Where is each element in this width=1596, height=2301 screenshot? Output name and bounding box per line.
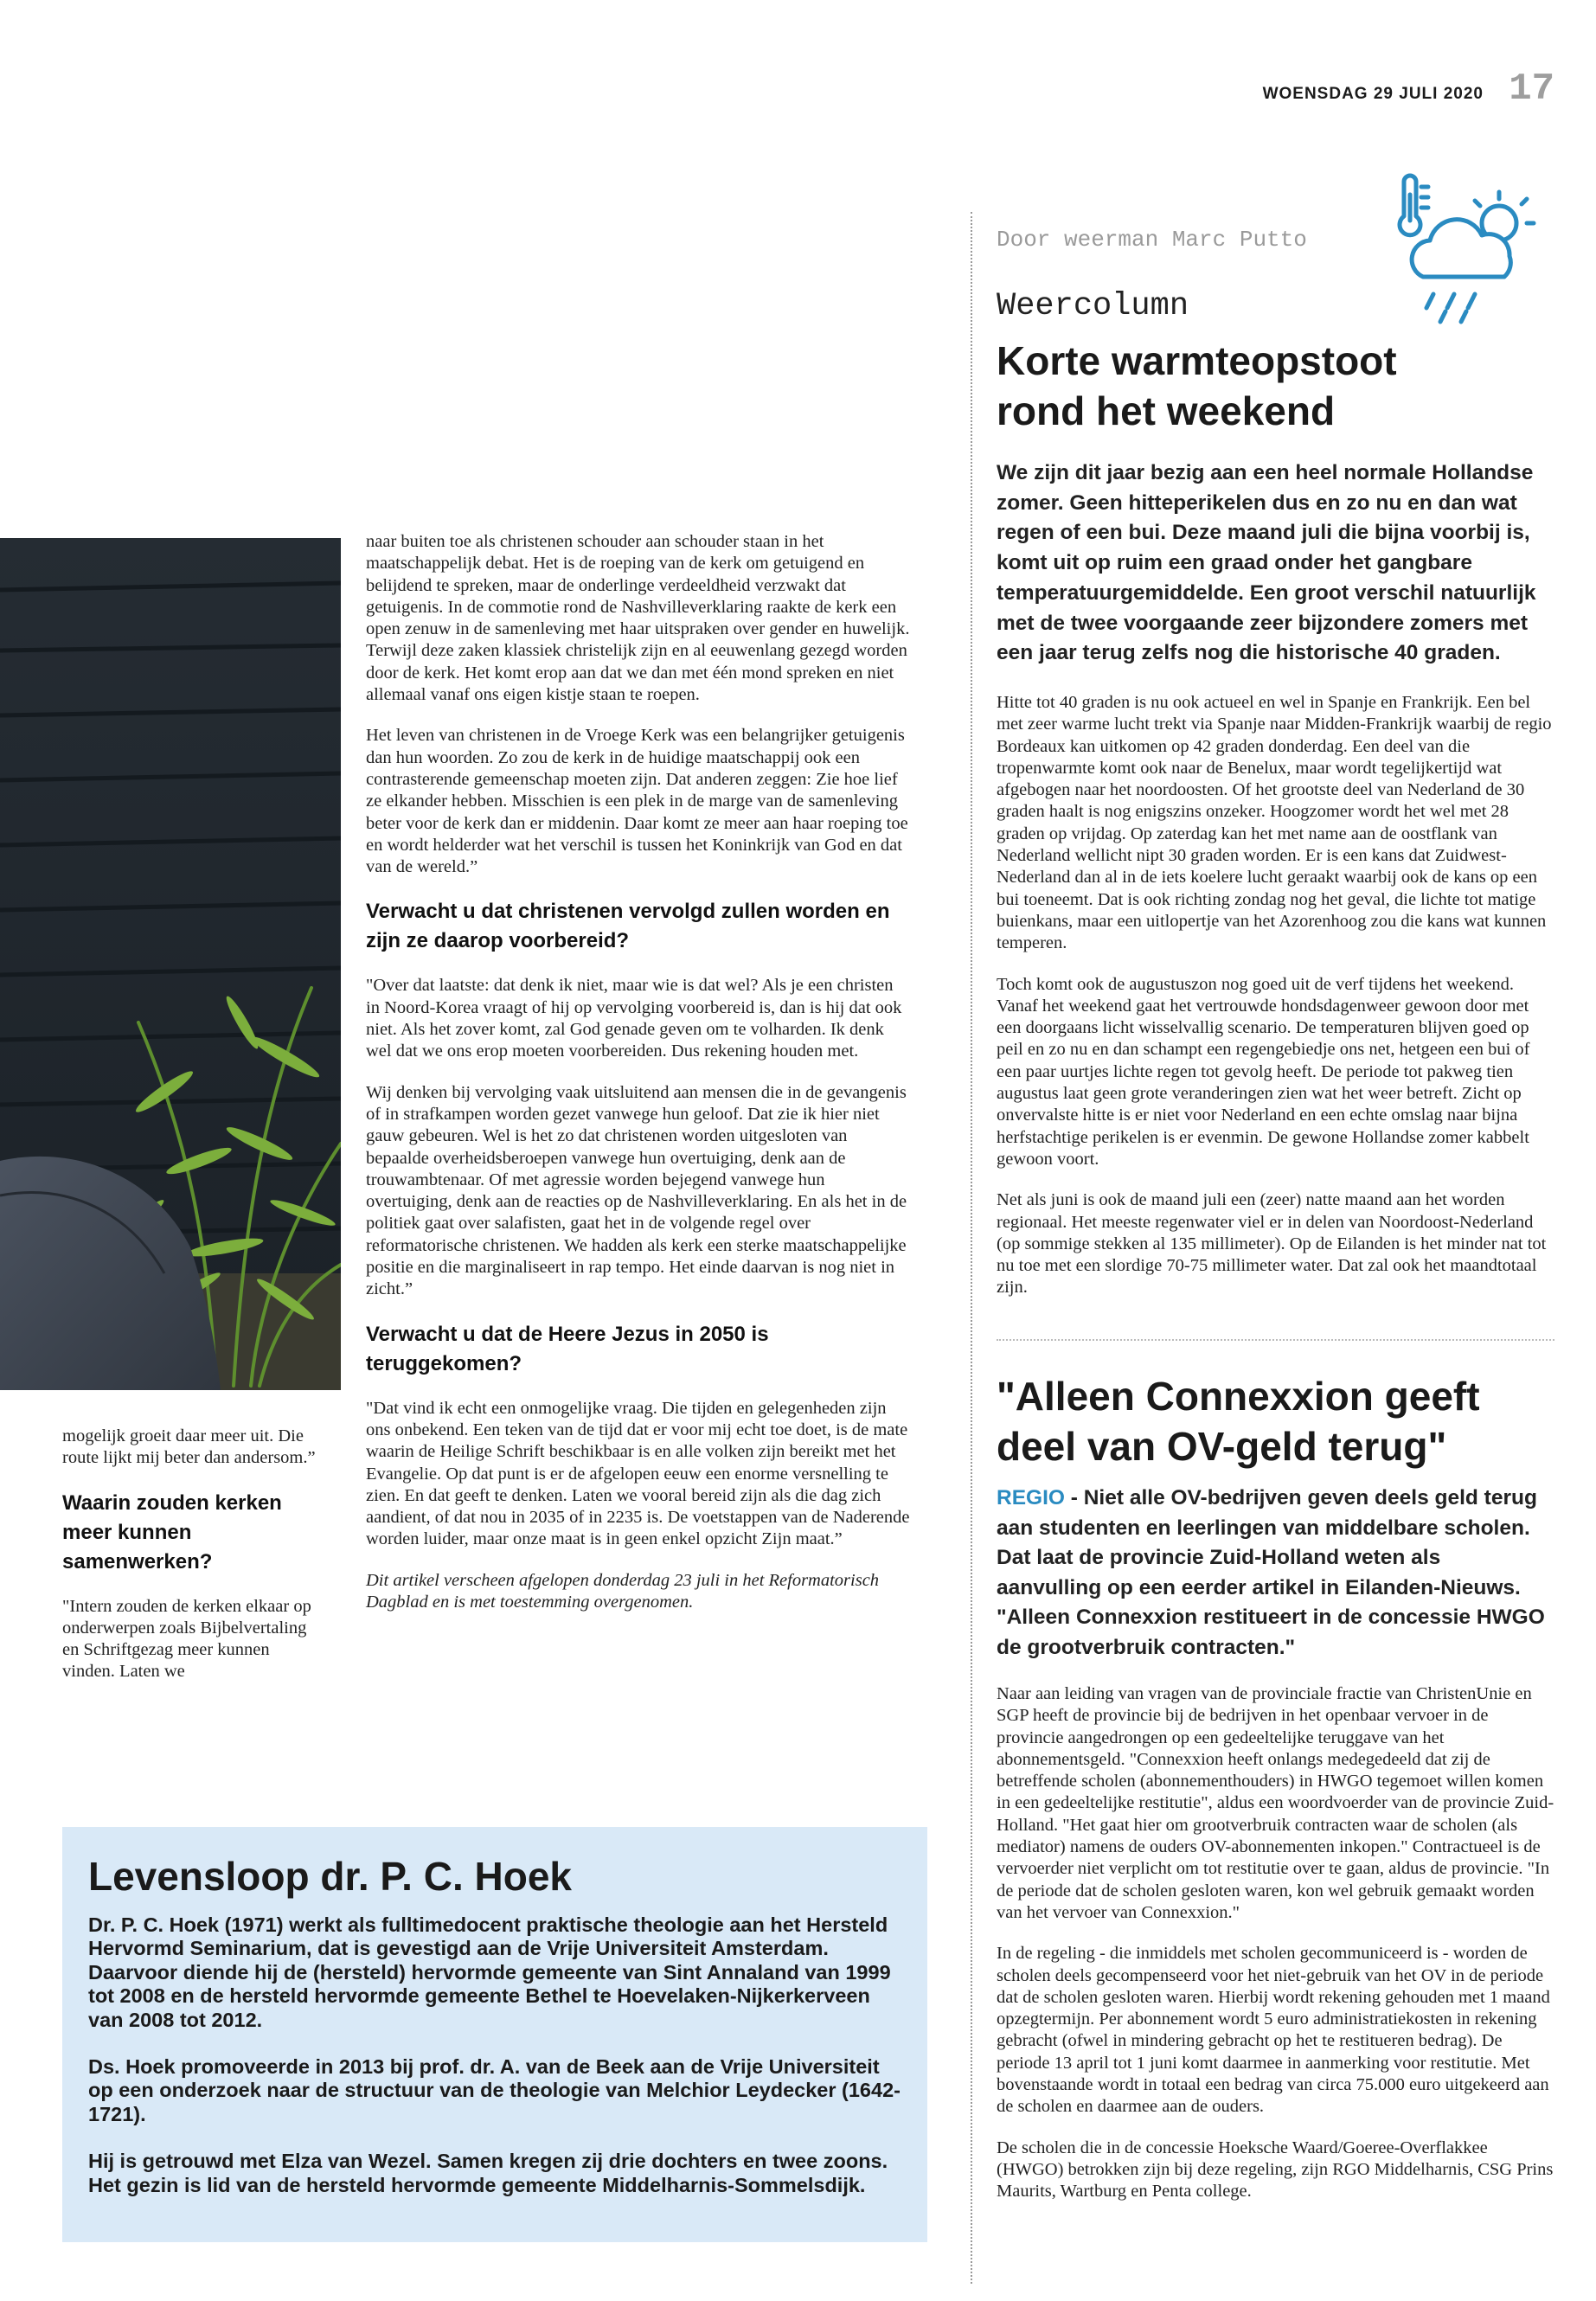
weather-kicker: Weercolumn <box>997 288 1189 324</box>
weather-body <box>997 692 1554 1318</box>
weather-paragraph-3: Net als juni is ook de maand juli een (zeer) natte maand aan het worden regionaal. Het meeste regenwater viel er in delen van Noordoost-Nederland (op sommige stekken al 135 millimeter). Op de Eilanden is het minder nat tot nu toe met een slordige 70-75 millimeter water. Dat zal ook het maandtotaal zijn. <box>997 1190 1547 1298</box>
ov-paragraph-3: De scholen die in de concessie Hoeksche Waard/Goeree-Overflakkee (HWGO) betrokken zijn bij deze regeling, zijn RGO Middelharnis, CSG Prins Maurits, Wartburg en Penta college. <box>997 2138 1554 2202</box>
left-answer-text: "Intern zouden de kerken elkaar op onderwerpen zoals Bijbelvertaling en Schriftgezag meer kunnen vinden. Laten we <box>62 1596 311 1682</box>
ov-lead <box>997 1484 1550 1663</box>
bio-paragraph-3: Hij is getrouwd met Elza van Wezel. Samen kregen zij drie dochters en twee zoons. Het gezin is lid van de hersteld hervormde gemeente Middelharnis-Sommelsdijk. <box>88 2150 888 2196</box>
portrait-photo <box>0 538 341 1390</box>
source-note: Dit artikel verscheen afgelopen donderdag 23 juli in het Reformatorisch Dagblad en is met toestemming overgenomen. <box>366 1570 880 1612</box>
ov-lead-text: - Niet alle OV-bedrijven geven deels geld terug aan studenten en leerlingen van middelbare scholen. Dat laat de provincie Zuid-Holland weten als aanvulling op een eerder artikel in Eilanden-Nieuws. "Alleen Connexxion restitueert in de concessie HWGO de grootverbruik contracten." <box>997 1486 1545 1659</box>
mid-paragraph-4: Wij denken bij vervolging vaak uitsluitend aan mensen die in de gevangenis of in strafkampen worden gezet vanwege hun geloof. Dat zie ik hier niet gauw gebeuren. Wel is het zo dat christenen worden uitgesloten van bepaalde overheidsberoepen vanwege hun overtuiging, denk aan de trouwambtenaar. Of met agressie worden bejegend vanwege hun overtuiging, denk aan de reacties op de Nashvilleverklaring. En als het in de politiek gaat over salafisten, gaat het in de volgende regel over reformatorische christenen. We hadden als kerk een sterke maatschappelijke positie en die marginaliseert in rap tempo. Het einde daarvan is nog niet in zicht.” <box>366 1082 907 1299</box>
weather-headline: Korte warmteopstoot rond het weekend <box>997 338 1397 433</box>
mid-paragraph-1: naar buiten toe als christenen schouder aan schouder staan in het maatschappelijk debat. Het is de roeping van de kerk om getuigend en belijdend te spreken, maar de onderlinge verdeeldheid verzwakt dat getuigenis. In de commotie rond de Nashvilleverklaring raakte de kerk een open zenuw in de samenleving met haar uitspraken over gender en huwelijk. Terwijl deze zaken klassiek christelijk zijn en al eeuwenlang gezegd worden door de kerk. Het komt erop aan dat we dan met één mond spreken en niet allemaal vanaf ons eigen kistje staan te roepen. <box>366 532 910 705</box>
bio-paragraph-1: Dr. P. C. Hoek (1971) werkt als fulltimedocent praktische theologie aan het Hersteld Hervormd Seminarium, dat is gevestigd aan de Vrije Universiteit Amsterdam. Daarvoor diende hij de (hersteld) hervormde gemeente van Sint Annaland van 1999 tot 2008 en de hersteld hervormde gemeente Bethel te Hoevelaken-Nijkerkerveen van 2008 tot 2012. <box>88 1913 891 2031</box>
mid-question-heading-1: Verwacht u dat christenen vervolgd zullen worden en zijn ze daarop voorbereid? <box>366 900 890 953</box>
ov-body <box>997 1683 1554 2222</box>
weather-paragraph-2: Toch komt ook de augustuszon nog goed uit de verf tijdens het weekend. Vanaf het weekend gaat het vertrouwde hondsdagenweer gewoon door met een doorgaans licht wisselvallig scenario. De temperaturen blijven goed op peil en zo nu en dan schampt een regengebiedje ons net, hetgeen een bui of een paar uurtjes lichte regen tot gevolg heeft. De periode tot pakweg tien augustus laat geen grote veranderingen zien wat het weer betreft. Zicht op onvervalste hitte is er niet voor Nederland en een echte omslag naar bijna herfstachtige perikelen is er evenmin. De gewone Hollandse zomer kabbelt gewoon voort. <box>997 974 1530 1169</box>
ov-paragraph-1: Naar aan leiding van vragen van de provinciale fractie van ChristenUnie en SGP heeft de provincie bij de bedrijven in het openbaar vervoer in de provincie aangedrongen op een gedeeltelijke teruggave van het abonnementsgeld. "Connexxion heeft onlangs medegedeeld dat zij de betreffende scholen (abonnementhouders) in HWGO tegemoet willen komen in een gedeeltelijke restitutie", aldus een woordvoerder van de provincie Zuid-Holland. "Het gaat hier om grootverbruik contracten waar de scholen (als mediator) namens de ouders OV-abonnementen inkopen." Contractueel is de vervoerder niet verplicht om tot restitutie over te gaan, aldus de provincie. "In de periode dat de scholen gesloten waren, kon wel gebruik gemaakt worden van het vervoer van Connexxion." <box>997 1684 1554 1922</box>
mid-paragraph-3: "Over dat laatste: dat denk ik niet, maar wie is dat wel? Als je een christen in Noord-Korea vraagt of hij op vervolging voorbereid is, dan is hij dat ook niet. Als het zover komt, zal God genade geven om te volharden. Ik denk wel dat we ons erop moeten voorbereiden. Dus rekening houden met. <box>366 976 902 1061</box>
middle-column <box>366 531 911 1632</box>
weather-lead: We zijn dit jaar bezig aan een heel normale Hollandse zomer. Geen hitteperikelen dus en zo nu en dan wat regen of een bui. Deze maand juli die bijna voorbij is, komt uit op ruim een graad onder het gangbare temperatuurgemiddelde. Een groot verschil natuurlijk met de twee voorgaande zeer bijzondere zomers met een jaar terug zelfs nog die historische 40 graden. <box>997 461 1536 665</box>
left-intro-text: mogelijk groeit daar meer uit. Die route lijkt mij beter dan andersom.” <box>62 1426 316 1468</box>
ov-kicker: REGIO <box>997 1486 1065 1509</box>
ov-paragraph-2: In de regeling - die inmiddels met scholen gecommuniceerd is - worden de scholen deels gecompenseerd voor het niet-gebruik van het OV in de periode dat de scholen gesloten waren. Hierbij wordt rekening gehouden met 1 maand opzegtermijn. Per abonnement wordt 5 euro administratiekosten in rekening gebracht (ofwel in mindering gebracht op het te restitueren bedrag). De periode 13 april tot 1 juni komt daarmee in aanmerking voor restitutie. Met bovenstaande wordt in totaal een bedrag van circa 75.000 euro uitgekeerd aan de scholen en daarmee aan de ouders. <box>997 1944 1550 2117</box>
bio-title: Levensloop dr. P. C. Hoek <box>88 1854 572 1899</box>
page-date: WOENSDAG 29 JULI 2020 <box>1262 85 1484 103</box>
left-question-heading: Waarin zouden kerken meer kunnen samenwerken? <box>62 1490 282 1574</box>
article-divider <box>997 1339 1554 1341</box>
mid-question-heading-2: Verwacht u dat de Heere Jezus in 2050 is teruggekomen? <box>366 1322 769 1375</box>
bio-paragraph-2: Ds. Hoek promoveerde in 2013 bij prof. dr. A. van de Beek aan de Vrije Universiteit op een onderzoek naar de structuur van de theologie van Melchior Leydecker (1642-1721). <box>88 2055 901 2125</box>
weather-byline: Door weerman Marc Putto <box>997 227 1307 253</box>
column-divider <box>971 212 972 2284</box>
page-number: 17 <box>1509 67 1554 111</box>
mid-paragraph-5: "Dat vind ik echt een onmogelijke vraag. Die tijden en gelegenheden zijn ons onbekend. Een teken van de tijd dat er voor mij echt toe doet, is de mate waarin de Heilige Schrift beschikbaar is en alle volken zijn bereikt met het Evangelie. Op dat punt is er de afgelopen eeuw een enorme versnelling te zien. En dat geeft te denken. Laten we vooral bereid zijn als die dag zich aandient, of dat nou in 2035 of in 2235 is. De voetstappen van de Naderende worden luider, maar onze maat is in geen enkel opzicht Zijn maat.” <box>366 1398 910 1549</box>
weather-paragraph-1: Hitte tot 40 graden is nu ook actueel en wel in Spanje en Frankrijk. Een bel met zeer warme lucht trekt via Spanje naar Midden-Frankrijk waarbij de regio Bordeaux kan uitkomen op 42 graden donderdag. Een deel van die tropenwarmte komt ook naar de Benelux, maar wordt tegelijkertijd wat afgebogen naar het noordoosten. Of het grootste deel van Nederland de 30 graden haalt is nog enigszins onzeker. Hoogzomer wordt het wel met 28 graden op vrijdag. Op zaterdag kan het met name aan de oostflank van Nederland wellicht nipt 30 graden worden. Er is een kans dat Zuidwest-Nederland dan al in de iets koelere lucht geraakt waarbij ook de kans op een bui toeneemt. Dat is ook richting zondag nog het geval, die lichte tot matige buienkans, maar een uitlopertje van het Azorenhoog zou die kans wat kunnen temperen. <box>997 693 1552 953</box>
bio-box <box>62 1827 927 2242</box>
ov-headline: "Alleen Connexxion geeft deel van OV-geld terug" <box>997 1374 1480 1469</box>
bio-body <box>88 1913 906 2221</box>
weather-icon <box>1388 173 1544 329</box>
mid-paragraph-2: Het leven van christenen in de Vroege Kerk was een belangrijker getuigenis dan hun woorden. Zo zou de kerk in de huidige maatschappij ook een contrasterende gemeenschap moeten zijn. Dat anderen zeggen: Zie hoe lief ze elkander hebben. Misschien is een plek in de marge van de samenleving beter voor de kerk dan er middenin. Daar komt ze meer aan haar roeping toe en wordt helderder wat het verschil is tussen het Koninkrijk van God en dat van de wereld.” <box>366 726 908 877</box>
left-column <box>62 1426 326 1702</box>
